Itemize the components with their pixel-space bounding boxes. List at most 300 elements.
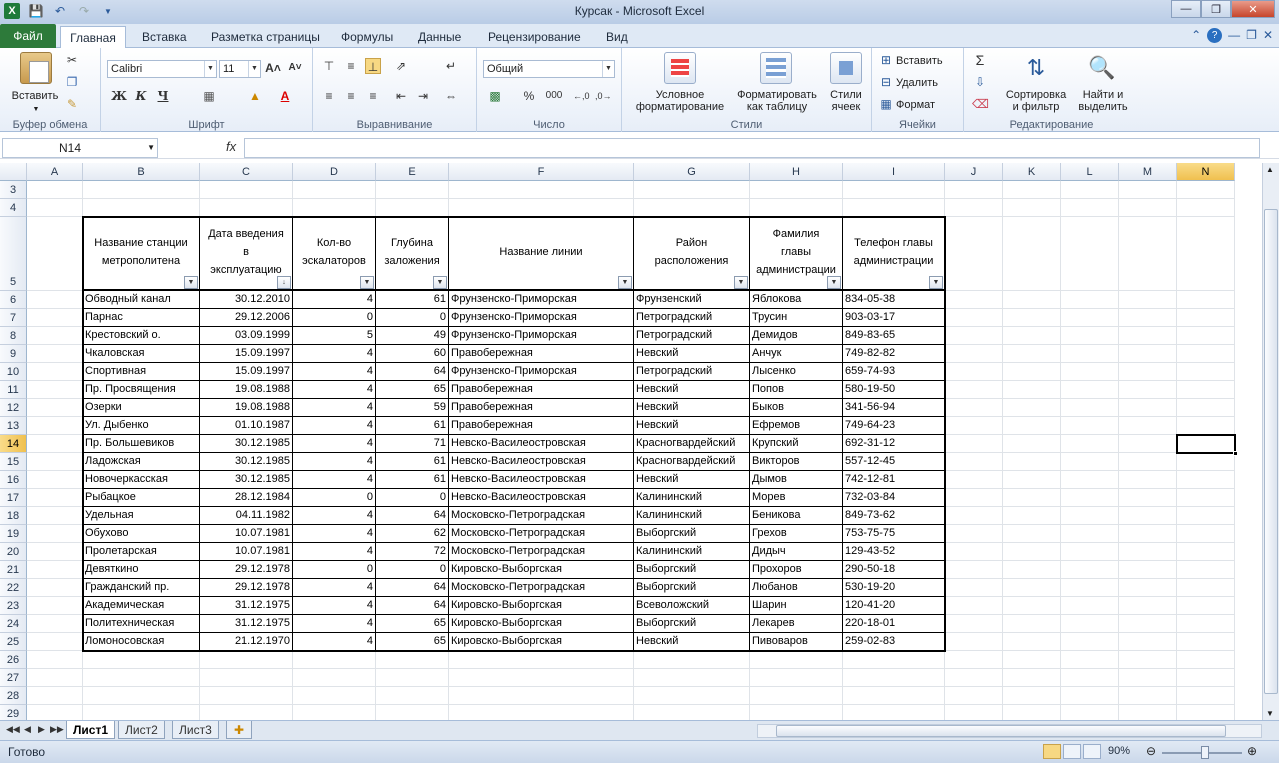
table-cell[interactable]: 4 xyxy=(293,633,376,651)
grid-cell[interactable] xyxy=(1061,417,1119,435)
decrease-indent-icon[interactable]: ⇤ xyxy=(395,89,407,103)
row-header[interactable]: 14 xyxy=(0,435,27,453)
grid-cell[interactable] xyxy=(1119,669,1177,687)
column-header[interactable]: F xyxy=(449,163,634,181)
grid-cell[interactable] xyxy=(945,687,1003,705)
grid-cell[interactable] xyxy=(1061,651,1119,669)
grid-cell[interactable] xyxy=(376,669,449,687)
cell-styles-label-1[interactable]: Стили xyxy=(830,89,862,101)
grid-cell[interactable] xyxy=(945,399,1003,417)
tab-data[interactable]: Данные xyxy=(418,30,462,44)
grid-cell[interactable] xyxy=(1061,525,1119,543)
grid-cell[interactable] xyxy=(945,633,1003,651)
table-cell[interactable]: 61 xyxy=(376,453,449,471)
grid-cell[interactable] xyxy=(27,199,83,217)
table-cell[interactable]: Дымов xyxy=(750,471,843,489)
row-header[interactable]: 29 xyxy=(0,705,27,720)
minimize-ribbon-icon[interactable]: ⌃ xyxy=(1191,28,1202,42)
grid-cell[interactable] xyxy=(83,687,200,705)
grid-cell[interactable] xyxy=(27,309,83,327)
column-header[interactable]: E xyxy=(376,163,449,181)
grid-cell[interactable] xyxy=(376,651,449,669)
grid-cell[interactable] xyxy=(945,363,1003,381)
next-sheet-icon[interactable]: ▶ xyxy=(38,724,45,734)
currency-icon[interactable]: ▩ xyxy=(489,89,501,103)
restore-button[interactable]: ❐ xyxy=(1201,0,1231,18)
grid-cell[interactable] xyxy=(1119,417,1177,435)
increase-indent-icon[interactable]: ⇥ xyxy=(417,89,429,103)
align-right-icon[interactable]: ≡ xyxy=(369,89,377,103)
grid-cell[interactable] xyxy=(1119,453,1177,471)
table-cell[interactable]: 64 xyxy=(376,507,449,525)
table-cell[interactable]: 4 xyxy=(293,453,376,471)
grid-cell[interactable] xyxy=(27,561,83,579)
vertical-scrollbar[interactable] xyxy=(1262,163,1279,720)
row-header[interactable]: 18 xyxy=(0,507,27,525)
row-header[interactable]: 28 xyxy=(0,687,27,705)
column-header[interactable]: M xyxy=(1119,163,1177,181)
row-header[interactable]: 16 xyxy=(0,471,27,489)
clear-icon[interactable]: ⌫ xyxy=(972,97,989,111)
table-cell[interactable]: 31.12.1975 xyxy=(200,615,293,633)
table-cell[interactable]: 64 xyxy=(376,597,449,615)
filter-dropdown-icon[interactable]: ▼ xyxy=(827,276,841,289)
table-cell[interactable]: 4 xyxy=(293,543,376,561)
grid-cell[interactable] xyxy=(1177,543,1235,561)
format-cells-icon[interactable]: ▦ xyxy=(880,97,892,111)
grid-cell[interactable] xyxy=(1061,543,1119,561)
row-header[interactable]: 5 xyxy=(0,217,27,291)
table-cell[interactable]: Демидов xyxy=(750,327,843,345)
table-cell[interactable]: 4 xyxy=(293,615,376,633)
worksheet-grid[interactable] xyxy=(0,163,1262,720)
grid-cell[interactable] xyxy=(1177,597,1235,615)
decrease-decimal-icon[interactable]: ,0→ xyxy=(595,91,612,101)
grid-cell[interactable] xyxy=(945,435,1003,453)
filter-dropdown-icon[interactable]: ▼ xyxy=(618,276,632,289)
grid-cell[interactable] xyxy=(27,543,83,561)
table-cell[interactable]: 65 xyxy=(376,615,449,633)
help-icon[interactable]: ? xyxy=(1207,28,1222,43)
horizontal-scrollbar[interactable] xyxy=(757,724,1262,738)
grid-cell[interactable] xyxy=(1119,435,1177,453)
paste-icon[interactable] xyxy=(20,52,52,84)
format-as-table-icon[interactable] xyxy=(760,52,792,84)
grid-cell[interactable] xyxy=(27,417,83,435)
grid-cell[interactable] xyxy=(1003,381,1061,399)
font-name-combo[interactable] xyxy=(107,60,217,78)
grid-cell[interactable] xyxy=(1177,669,1235,687)
tab-home[interactable]: Главная xyxy=(60,26,126,49)
grid-cell[interactable] xyxy=(1119,381,1177,399)
grid-cell[interactable] xyxy=(293,651,376,669)
fill-icon[interactable]: ⇩ xyxy=(974,75,986,89)
grid-cell[interactable] xyxy=(27,507,83,525)
grid-cell[interactable] xyxy=(1119,471,1177,489)
grid-cell[interactable] xyxy=(1119,327,1177,345)
table-cell[interactable]: Ул. Дыбенко xyxy=(83,417,200,435)
grid-cell[interactable] xyxy=(1003,705,1061,720)
italic-button[interactable]: К xyxy=(135,89,147,103)
align-bottom-icon[interactable]: ⊥ xyxy=(365,58,381,74)
grid-cell[interactable] xyxy=(1119,507,1177,525)
grid-cell[interactable] xyxy=(945,525,1003,543)
grid-cell[interactable] xyxy=(1061,597,1119,615)
grid-cell[interactable] xyxy=(1003,507,1061,525)
table-cell[interactable]: Фрунзенско-Приморская xyxy=(449,309,634,327)
grid-cell[interactable] xyxy=(1177,217,1235,291)
grid-cell[interactable] xyxy=(750,199,843,217)
close-button[interactable]: ✕ xyxy=(1231,0,1275,18)
sheet-tab-3[interactable]: Лист3 xyxy=(172,721,219,739)
grid-cell[interactable] xyxy=(1177,381,1235,399)
conditional-formatting-label-1[interactable]: Условное xyxy=(655,89,705,101)
table-cell[interactable]: 19.08.1988 xyxy=(200,381,293,399)
table-cell[interactable]: Московско-Петроградская xyxy=(449,543,634,561)
filter-dropdown-icon[interactable]: ▼ xyxy=(433,276,447,289)
row-header[interactable]: 9 xyxy=(0,345,27,363)
align-center-icon[interactable]: ≡ xyxy=(347,89,355,103)
table-header-cell[interactable] xyxy=(83,217,200,291)
sheet-tab-1[interactable]: Лист1 xyxy=(66,721,115,739)
align-middle-icon[interactable]: ≡ xyxy=(347,59,355,73)
table-cell[interactable]: Политехническая xyxy=(83,615,200,633)
grid-cell[interactable] xyxy=(1061,615,1119,633)
page-layout-view-icon[interactable] xyxy=(1063,744,1081,759)
table-cell[interactable]: 4 xyxy=(293,579,376,597)
table-cell[interactable]: Ладожская xyxy=(83,453,200,471)
grid-cell[interactable] xyxy=(1003,687,1061,705)
table-cell[interactable]: Быков xyxy=(750,399,843,417)
table-cell[interactable]: Шарин xyxy=(750,597,843,615)
grid-cell[interactable] xyxy=(1003,399,1061,417)
table-cell[interactable]: Дидыч xyxy=(750,543,843,561)
grid-cell[interactable] xyxy=(1003,309,1061,327)
grid-cell[interactable] xyxy=(1061,363,1119,381)
orientation-icon[interactable]: ⇗ xyxy=(395,59,407,73)
table-cell[interactable]: 28.12.1984 xyxy=(200,489,293,507)
grid-cell[interactable] xyxy=(1061,687,1119,705)
grid-cell[interactable] xyxy=(1003,199,1061,217)
table-cell[interactable]: Калининский xyxy=(634,507,750,525)
conditional-formatting-label-2[interactable]: форматирование xyxy=(635,101,725,113)
grid-cell[interactable] xyxy=(750,687,843,705)
table-cell[interactable]: Крестовский о. xyxy=(83,327,200,345)
insert-cells-button[interactable]: Вставить xyxy=(896,55,943,67)
grid-cell[interactable] xyxy=(1119,291,1177,309)
grid-cell[interactable] xyxy=(945,597,1003,615)
grid-cell[interactable] xyxy=(449,687,634,705)
grid-cell[interactable] xyxy=(27,579,83,597)
redo-icon[interactable]: ↷ xyxy=(78,4,90,18)
table-cell[interactable]: 31.12.1975 xyxy=(200,597,293,615)
format-cells-button[interactable]: Формат xyxy=(896,99,936,111)
grid-cell[interactable] xyxy=(376,687,449,705)
column-header[interactable]: J xyxy=(945,163,1003,181)
table-cell[interactable]: 29.12.1978 xyxy=(200,561,293,579)
grid-cell[interactable] xyxy=(843,669,945,687)
grid-cell[interactable] xyxy=(200,199,293,217)
grid-cell[interactable] xyxy=(1119,309,1177,327)
table-cell[interactable]: Удельная xyxy=(83,507,200,525)
tab-file[interactable]: Файл xyxy=(0,24,56,48)
grid-cell[interactable] xyxy=(945,417,1003,435)
fill-color-icon[interactable]: ▲ xyxy=(249,89,261,103)
grid-cell[interactable] xyxy=(1061,579,1119,597)
table-cell[interactable]: Парнас xyxy=(83,309,200,327)
row-header[interactable]: 13 xyxy=(0,417,27,435)
insert-function-button[interactable]: fx xyxy=(226,139,237,154)
grid-cell[interactable] xyxy=(1177,181,1235,199)
grid-cell[interactable] xyxy=(1119,217,1177,291)
table-cell[interactable]: Невский xyxy=(634,417,750,435)
find-select-icon[interactable]: 🔍 xyxy=(1088,55,1116,80)
grid-cell[interactable] xyxy=(1119,199,1177,217)
column-header[interactable]: L xyxy=(1061,163,1119,181)
grid-cell[interactable] xyxy=(1061,327,1119,345)
table-cell[interactable]: Новочеркасская xyxy=(83,471,200,489)
table-cell[interactable]: 10.07.1981 xyxy=(200,525,293,543)
row-header[interactable]: 12 xyxy=(0,399,27,417)
table-cell[interactable]: Кировско-Выборгская xyxy=(449,597,634,615)
scroll-up-icon[interactable]: ▲ xyxy=(1266,165,1274,174)
table-cell[interactable]: 692-31-12 xyxy=(843,435,945,453)
grid-cell[interactable] xyxy=(1003,579,1061,597)
grid-cell[interactable] xyxy=(1177,417,1235,435)
table-header-cell[interactable] xyxy=(634,217,750,291)
grid-cell[interactable] xyxy=(1003,435,1061,453)
table-cell[interactable]: 341-56-94 xyxy=(843,399,945,417)
column-header[interactable]: C xyxy=(200,163,293,181)
table-cell[interactable]: 61 xyxy=(376,291,449,309)
tab-view[interactable]: Вид xyxy=(606,30,628,44)
percent-button[interactable]: % xyxy=(523,89,535,103)
table-cell[interactable]: Спортивная xyxy=(83,363,200,381)
underline-button[interactable]: Ч xyxy=(157,89,169,103)
grid-cell[interactable] xyxy=(1061,489,1119,507)
table-cell[interactable]: Академическая xyxy=(83,597,200,615)
table-cell[interactable]: 4 xyxy=(293,525,376,543)
grid-cell[interactable] xyxy=(1003,363,1061,381)
grid-cell[interactable] xyxy=(83,669,200,687)
grid-cell[interactable] xyxy=(83,705,200,720)
table-cell[interactable]: 557-12-45 xyxy=(843,453,945,471)
sort-filter-label-2[interactable]: и фильтр xyxy=(1012,101,1060,113)
grid-cell[interactable] xyxy=(449,705,634,720)
table-cell[interactable]: 64 xyxy=(376,579,449,597)
table-cell[interactable]: Ефремов xyxy=(750,417,843,435)
column-header[interactable]: A xyxy=(27,163,83,181)
doc-close-icon[interactable]: ✕ xyxy=(1262,28,1273,42)
table-cell[interactable]: Выборгский xyxy=(634,561,750,579)
grid-cell[interactable] xyxy=(1061,291,1119,309)
grid-cell[interactable] xyxy=(83,199,200,217)
row-header[interactable]: 26 xyxy=(0,651,27,669)
table-cell[interactable]: 0 xyxy=(293,489,376,507)
cell-styles-icon[interactable] xyxy=(830,52,862,84)
table-cell[interactable]: Ломоносовская xyxy=(83,633,200,651)
grid-cell[interactable] xyxy=(1003,597,1061,615)
grid-cell[interactable] xyxy=(843,181,945,199)
delete-cells-icon[interactable]: ⊟ xyxy=(880,75,892,89)
table-header-cell[interactable] xyxy=(293,217,376,291)
grid-cell[interactable] xyxy=(27,435,83,453)
grid-cell[interactable] xyxy=(1119,399,1177,417)
delete-cells-button[interactable]: Удалить xyxy=(896,77,938,89)
grid-cell[interactable] xyxy=(1177,327,1235,345)
column-header[interactable]: B xyxy=(83,163,200,181)
table-cell[interactable]: Беникова xyxy=(750,507,843,525)
grid-cell[interactable] xyxy=(200,181,293,199)
table-cell[interactable]: Невский xyxy=(634,471,750,489)
table-cell[interactable]: Пролетарская xyxy=(83,543,200,561)
tab-page-layout[interactable]: Разметка страницы xyxy=(211,30,320,44)
table-cell[interactable]: Невско-Василеостровская xyxy=(449,435,634,453)
grid-cell[interactable] xyxy=(27,687,83,705)
zoom-slider-knob[interactable] xyxy=(1201,746,1209,759)
shrink-font-icon[interactable]: A˅ xyxy=(288,62,302,73)
wrap-text-icon[interactable]: ↵ xyxy=(445,59,457,73)
table-cell[interactable]: 64 xyxy=(376,363,449,381)
table-cell[interactable]: 62 xyxy=(376,525,449,543)
increase-decimal-icon[interactable]: ←,0 xyxy=(573,91,590,101)
table-header-cell[interactable] xyxy=(200,217,293,291)
grid-cell[interactable] xyxy=(843,687,945,705)
grid-cell[interactable] xyxy=(449,669,634,687)
merge-center-icon[interactable]: ⇔ xyxy=(445,89,457,103)
table-cell[interactable]: 30.12.1985 xyxy=(200,471,293,489)
table-cell[interactable]: Гражданский пр. xyxy=(83,579,200,597)
grid-cell[interactable] xyxy=(1003,615,1061,633)
grid-cell[interactable] xyxy=(1061,453,1119,471)
grid-cell[interactable] xyxy=(1119,705,1177,720)
customize-qat-icon[interactable]: ▼ xyxy=(104,6,112,16)
table-cell[interactable]: Кировско-Выборгская xyxy=(449,561,634,579)
table-cell[interactable]: Выборгский xyxy=(634,579,750,597)
column-header[interactable]: H xyxy=(750,163,843,181)
grid-cell[interactable] xyxy=(1177,435,1235,453)
table-cell[interactable]: Лекарев xyxy=(750,615,843,633)
sort-descending-icon[interactable]: ↓ xyxy=(277,276,291,289)
row-header[interactable]: 7 xyxy=(0,309,27,327)
table-cell[interactable]: 220-18-01 xyxy=(843,615,945,633)
table-cell[interactable]: Московско-Петроградская xyxy=(449,507,634,525)
table-cell[interactable]: Правобережная xyxy=(449,399,634,417)
grid-cell[interactable] xyxy=(945,327,1003,345)
grid-cell[interactable] xyxy=(200,687,293,705)
grid-cell[interactable] xyxy=(1177,705,1235,720)
grid-cell[interactable] xyxy=(945,217,1003,291)
grid-cell[interactable] xyxy=(945,507,1003,525)
paste-button[interactable]: Вставить xyxy=(11,90,59,102)
tab-review[interactable]: Рецензирование xyxy=(488,30,581,44)
table-cell[interactable]: Правобережная xyxy=(449,345,634,363)
column-header[interactable]: G xyxy=(634,163,750,181)
table-cell[interactable]: 4 xyxy=(293,363,376,381)
grid-cell[interactable] xyxy=(1003,651,1061,669)
table-cell[interactable]: Фрунзенско-Приморская xyxy=(449,291,634,309)
tab-insert[interactable]: Вставка xyxy=(142,30,187,44)
grid-cell[interactable] xyxy=(1003,669,1061,687)
grid-cell[interactable] xyxy=(1177,345,1235,363)
table-cell[interactable]: 5 xyxy=(293,327,376,345)
grid-cell[interactable] xyxy=(200,651,293,669)
grid-cell[interactable] xyxy=(843,705,945,720)
grid-cell[interactable] xyxy=(376,705,449,720)
grid-cell[interactable] xyxy=(83,651,200,669)
grid-cell[interactable] xyxy=(634,181,750,199)
table-header-cell[interactable] xyxy=(750,217,843,291)
scroll-down-icon[interactable]: ▼ xyxy=(1266,709,1274,718)
table-cell[interactable]: 0 xyxy=(376,561,449,579)
format-painter-icon[interactable]: ✎ xyxy=(66,97,78,111)
grid-cell[interactable] xyxy=(1061,633,1119,651)
grid-cell[interactable] xyxy=(27,633,83,651)
align-left-icon[interactable]: ≡ xyxy=(325,89,333,103)
grid-cell[interactable] xyxy=(1061,381,1119,399)
grid-cell[interactable] xyxy=(750,651,843,669)
formula-input[interactable] xyxy=(244,138,1260,158)
row-header[interactable]: 27 xyxy=(0,669,27,687)
table-cell[interactable]: 30.12.1985 xyxy=(200,453,293,471)
table-cell[interactable]: Чкаловская xyxy=(83,345,200,363)
table-cell[interactable]: Кировско-Выборгская xyxy=(449,633,634,651)
grid-cell[interactable] xyxy=(945,471,1003,489)
grid-cell[interactable] xyxy=(1061,181,1119,199)
grid-cell[interactable] xyxy=(1003,327,1061,345)
table-cell[interactable]: Фрунзенско-Приморская xyxy=(449,327,634,345)
row-header[interactable]: 23 xyxy=(0,597,27,615)
name-box[interactable] xyxy=(2,138,158,158)
table-cell[interactable]: 19.08.1988 xyxy=(200,399,293,417)
grid-cell[interactable] xyxy=(945,453,1003,471)
grid-cell[interactable] xyxy=(27,327,83,345)
table-cell[interactable]: 129-43-52 xyxy=(843,543,945,561)
grid-cell[interactable] xyxy=(1119,579,1177,597)
row-header[interactable]: 22 xyxy=(0,579,27,597)
grid-cell[interactable] xyxy=(1119,687,1177,705)
grid-cell[interactable] xyxy=(945,199,1003,217)
grid-cell[interactable] xyxy=(200,705,293,720)
table-cell[interactable]: 259-02-83 xyxy=(843,633,945,651)
table-cell[interactable]: 749-64-23 xyxy=(843,417,945,435)
table-cell[interactable]: Калининский xyxy=(634,489,750,507)
table-cell[interactable]: 0 xyxy=(293,561,376,579)
grid-cell[interactable] xyxy=(750,669,843,687)
table-cell[interactable]: Викторов xyxy=(750,453,843,471)
font-color-icon[interactable]: A xyxy=(280,89,290,103)
grid-cell[interactable] xyxy=(376,199,449,217)
grid-cell[interactable] xyxy=(200,669,293,687)
filter-dropdown-icon[interactable]: ▼ xyxy=(929,276,943,289)
table-cell[interactable]: Девяткино xyxy=(83,561,200,579)
grid-cell[interactable] xyxy=(945,705,1003,720)
horizontal-scroll-thumb[interactable] xyxy=(776,725,1226,737)
save-icon[interactable]: 💾 xyxy=(28,4,44,18)
table-cell[interactable]: Выборгский xyxy=(634,615,750,633)
table-cell[interactable]: Обводный канал xyxy=(83,291,200,309)
grid-cell[interactable] xyxy=(1177,687,1235,705)
table-cell[interactable]: 49 xyxy=(376,327,449,345)
row-header[interactable]: 20 xyxy=(0,543,27,561)
table-cell[interactable]: Грехов xyxy=(750,525,843,543)
grid-cell[interactable] xyxy=(1177,363,1235,381)
table-cell[interactable]: Выборгский xyxy=(634,525,750,543)
table-cell[interactable]: 530-19-20 xyxy=(843,579,945,597)
format-as-table-label-1[interactable]: Форматировать xyxy=(737,89,817,101)
cell-styles-label-2[interactable]: ячеек xyxy=(831,101,861,113)
grid-cell[interactable] xyxy=(27,597,83,615)
